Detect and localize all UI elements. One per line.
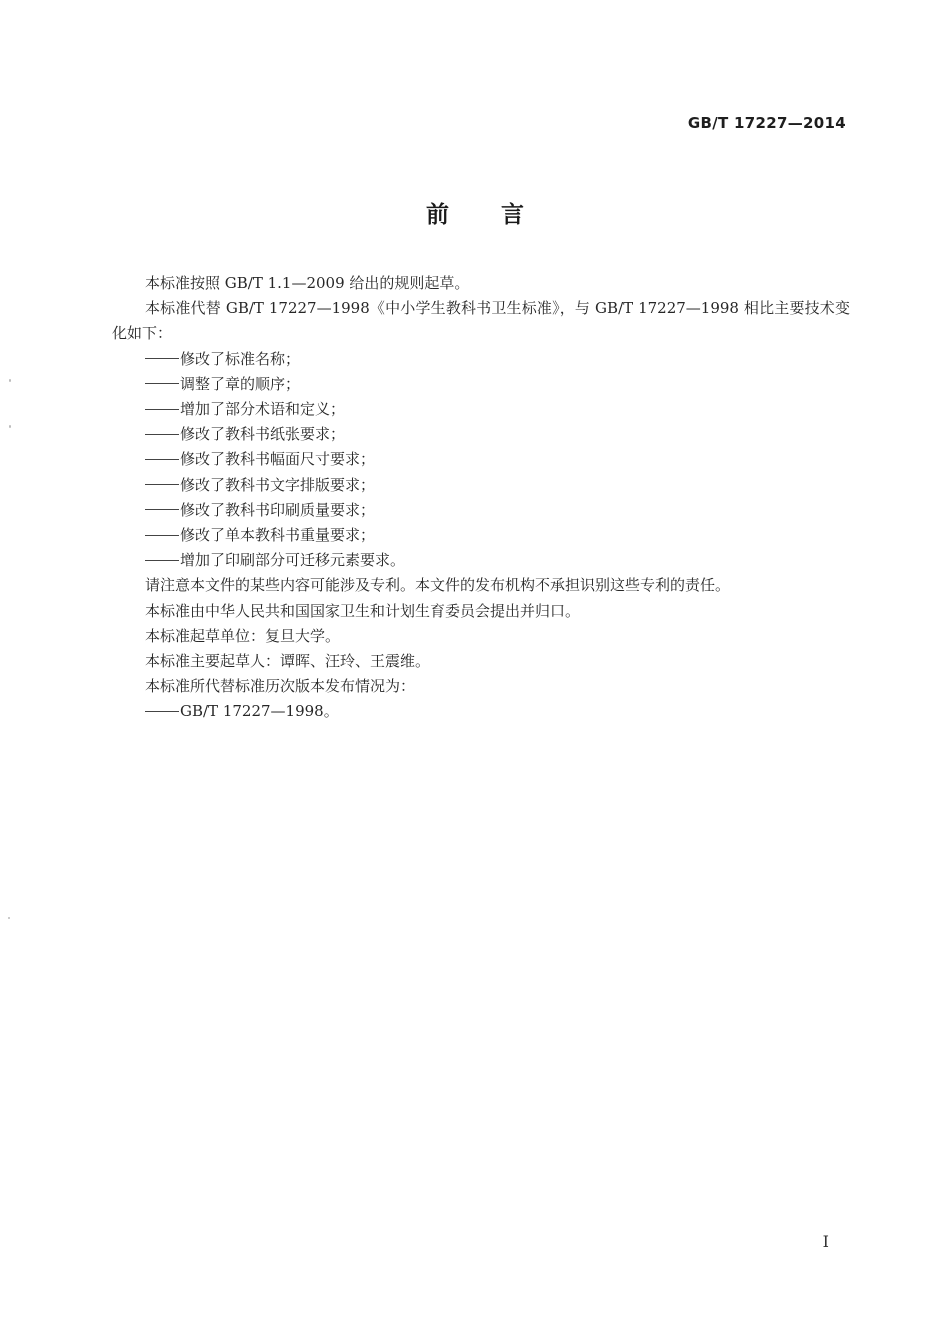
paragraph-replacement: 本标准代替 GB/T 17227—1998《中小学生教科书卫生标准》，与 GB/T 17227—1998 相比主要技术变化如下： <box>112 299 850 343</box>
dash-marker <box>145 409 179 410</box>
dash-marker <box>145 434 179 435</box>
changes-list <box>112 347 850 574</box>
dash-marker <box>145 509 179 510</box>
document-body <box>112 271 850 725</box>
scan-speck <box>8 917 10 919</box>
list-item: 修改了单本教科书重量要求； <box>112 523 850 548</box>
paragraph-proposer: 本标准由中华人民共和国国家卫生和计划生育委员会提出并归口。 <box>145 601 581 620</box>
paragraph-drafting-unit: 本标准起草单位：复旦大学。 <box>145 626 341 645</box>
list-item: 调整了章的顺序； <box>112 372 850 397</box>
page-title: 前言 <box>426 202 576 228</box>
paragraph-drafters: 本标准主要起草人：谭晖、汪玲、王震维。 <box>145 652 431 671</box>
history-item: GB/T 17227—1998。 <box>112 699 850 724</box>
dash-marker <box>145 484 179 485</box>
list-item: 修改了标准名称； <box>112 347 850 372</box>
list-item: 修改了教科书纸张要求； <box>112 422 850 447</box>
paragraph-history-intro: 本标准所代替标准历次版本发布情况为： <box>145 677 416 696</box>
paragraph-patent-notice: 请注意本文件的某些内容可能涉及专利。本文件的发布机构不承担识别这些专利的责任。 <box>145 576 731 595</box>
list-item: 修改了教科书印刷质量要求； <box>112 498 850 523</box>
dash-marker <box>145 560 179 561</box>
list-item: 修改了教科书文字排版要求； <box>112 473 850 498</box>
dash-marker <box>145 383 179 384</box>
list-item: 增加了印刷部分可迁移元素要求。 <box>112 548 850 573</box>
dash-marker <box>145 535 179 536</box>
list-item: 修改了教科书幅面尺寸要求； <box>112 447 850 472</box>
list-item: 增加了部分术语和定义； <box>112 397 850 422</box>
dash-marker <box>145 358 179 359</box>
scan-speck <box>9 425 11 428</box>
standard-number: GB/T 17227—2014 <box>687 114 846 132</box>
dash-marker <box>145 711 179 712</box>
dash-marker <box>145 459 179 460</box>
page-number: I <box>822 1232 829 1251</box>
paragraph-drafting-rules: 本标准按照 GB/T 1.1—2009 给出的规则起草。 <box>145 274 470 292</box>
scan-speck <box>9 379 11 382</box>
